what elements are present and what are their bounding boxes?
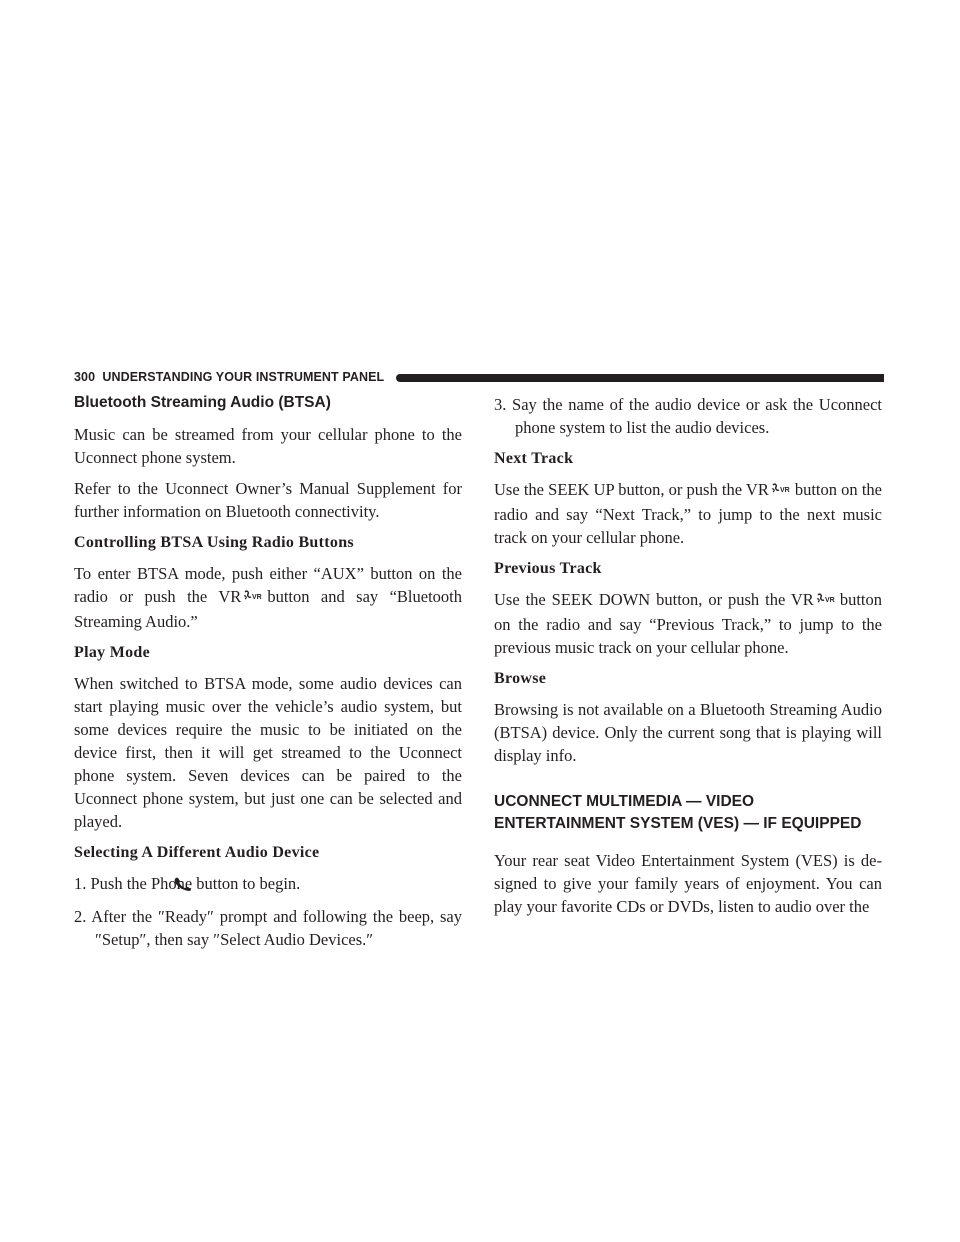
page-header-text: [74, 370, 384, 384]
ves-heading-line-2: ENTERTAINMENT SYSTEM (VES) — IF EQUIPPED: [494, 815, 862, 832]
next-track-heading: Next Track: [494, 450, 574, 467]
btsa-paragraph-1: Music can be streamed from your cellular phone to the Uconnect phone system.: [74, 425, 462, 467]
controlling-paragraph: [74, 562, 462, 633]
previous-track-text-b: button on the radio and say “Previous Track,” to jump to the previous music track on your cellular phone.: [494, 590, 882, 657]
browse-heading: Browse: [494, 670, 547, 687]
controlling-text-a: To enter BTSA mode, push either “AUX” button on the radio or push the VR: [74, 564, 462, 606]
section-title: UNDERSTANDING YOUR INSTRUMENT PANEL: [102, 370, 385, 384]
next-track-paragraph: [494, 478, 882, 549]
page-header: [74, 371, 884, 385]
browse-paragraph: Browsing is not available on a Bluetooth Streaming Audio (BTSA) device. Only the current song that is playing will display info.: [494, 700, 882, 765]
previous-track-heading: Previous Track: [494, 560, 602, 577]
voice-recognition-icon: [771, 480, 793, 503]
step-1-text-b: button to begin.: [196, 874, 301, 893]
svg-text:VR: VR: [779, 487, 790, 494]
left-column: [74, 393, 462, 959]
ves-heading-line-1: UCONNECT MULTIMEDIA — VIDEO: [494, 793, 755, 810]
play-mode-heading: Play Mode: [74, 644, 151, 661]
step-2: 2. After the ″Ready″ prompt and following the beep, say ″Setup″, then say ″Select Audio Devices.″: [74, 907, 462, 949]
ves-paragraph: Your rear seat Video Entertainment System (VES) is de- signed to give your family years of enjoyment. You can play your favorite CDs or DVDs, listen to audio over the: [494, 851, 882, 916]
next-track-text-a: Use the SEEK UP button, or push the VR: [494, 480, 769, 499]
next-track-text-b: button on the radio and say “Next Track,” to jump to the next music track on your cellular phone.: [494, 480, 882, 547]
voice-recognition-icon: [816, 590, 838, 613]
ves-heading: [494, 791, 882, 835]
btsa-paragraph-2: Refer to the Uconnect Owner’s Manual Supplement for further information on Bluetooth connectivity.: [74, 479, 462, 521]
voice-recognition-icon: [243, 587, 265, 610]
play-mode-paragraph: When switched to BTSA mode, some audio devices can start playing music over the vehicle’s audio system, but some devices require the music to be initiated on the device first, then it will get streamed to the Uconnect phone system. Seven devices can be paired to the Uconnect phone system, but just one can be selected and played.: [74, 674, 462, 831]
step-3: 3. Say the name of the audio device or ask the Uconnect phone system to list the audio devices.: [494, 395, 882, 437]
header-rule: [396, 374, 884, 382]
svg-text:VR: VR: [252, 594, 263, 601]
step-1: [74, 872, 462, 897]
controlling-text-b: button and say “Bluetooth Streaming Audio.”: [74, 587, 462, 631]
previous-track-text-a: Use the SEEK DOWN button, or push the VR: [494, 590, 814, 609]
previous-track-paragraph: [494, 588, 882, 659]
step-1-text-a: 1. Push the Phone: [74, 874, 193, 893]
right-column: [494, 393, 882, 926]
btsa-heading: Bluetooth Streaming Audio (BTSA): [74, 394, 331, 411]
controlling-heading: Controlling BTSA Using Radio Buttons: [74, 534, 354, 551]
page-number: 300: [74, 370, 96, 384]
select-device-heading: Selecting A Different Audio Device: [74, 844, 320, 861]
svg-text:VR: VR: [824, 597, 835, 604]
